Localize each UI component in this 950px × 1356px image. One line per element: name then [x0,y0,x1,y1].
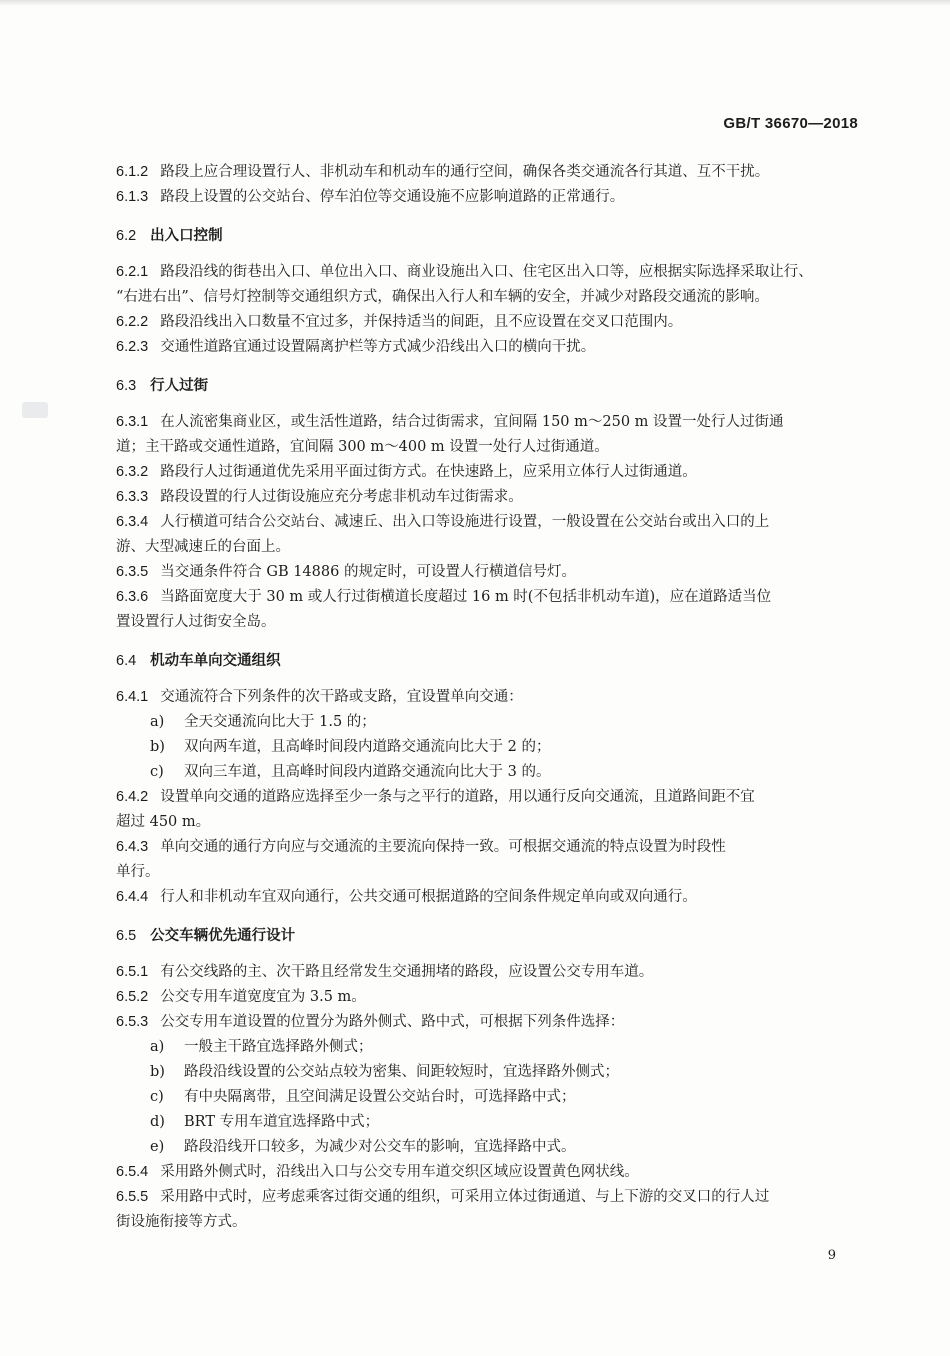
clause-paragraph [116,1010,860,1035]
clause-number: 6.4 [116,653,137,669]
paragraph-continuation [116,435,860,460]
clause-number: 6.4.3 [116,839,149,855]
section-heading [116,650,860,672]
clause-text: 路段沿线的街巷出入口、单位出入口、商业设施出入口、住宅区出入口等，应根据实际选择采取让行、 [160,264,813,280]
clause-text: 公交车辆优先通行设计 [150,928,296,944]
clause-text: 路段沿线开口较多，为减少对公交车的影响，宜选择路中式。 [184,1139,576,1155]
page-number: 9 [827,1248,836,1263]
clause-paragraph [116,185,860,210]
clause-number: 6.5 [116,928,137,944]
list-item [116,1110,860,1135]
paragraph-continuation [116,860,860,885]
list-marker: c) [150,1089,164,1105]
clause-number: 6.3.1 [116,414,149,430]
clause-paragraph [116,260,860,285]
clause-paragraph [116,510,860,535]
clause-text: 街设施衔接等方式。 [116,1214,247,1230]
list-item [116,1035,860,1060]
clause-number: 6.4.4 [116,889,149,905]
standard-code: GB/T 36670—2018 [723,115,858,132]
document-body [116,160,860,1235]
clause-number: 6.4.1 [116,689,149,705]
clause-text: 路段设置的行人过街设施应充分考虑非机动车过街需求。 [160,489,523,505]
clause-number: 6.5.5 [116,1189,149,1205]
clause-paragraph [116,1160,860,1185]
list-marker: d) [150,1114,165,1130]
section-heading [116,375,860,397]
clause-paragraph [116,310,860,335]
clause-paragraph [116,960,860,985]
clause-text: 置设置行人过街安全岛。 [116,614,276,630]
clause-text: 路段上应合理设置行人、非机动车和机动车的通行空间，确保各类交通流各行其道、互不干扰。 [160,164,770,180]
clause-text: 双向两车道，且高峰时间段内道路交通流向比大于 2 的； [184,739,551,755]
clause-text: 路段行人过街通道优先采用平面过街方式。在快速路上，应采用立体行人过街通道。 [160,464,697,480]
clause-text: 路段沿线出入口数量不宜过多，并保持适当的间距，且不应设置在交叉口范围内。 [160,314,683,330]
clause-number: 6.5.4 [116,1164,149,1180]
list-item [116,710,860,735]
clause-paragraph [116,585,860,610]
page-top-edge [0,0,950,6]
clause-text: 双向三车道，且高峰时间段内道路交通流向比大于 3 的。 [184,764,551,780]
clause-number: 6.2.2 [116,314,149,330]
list-marker: e) [150,1139,165,1155]
paragraph-continuation [116,535,860,560]
clause-text: 路段上设置的公交站台、停车泊位等交通设施不应影响道路的正常通行。 [160,189,625,205]
clause-number: 6.3.5 [116,564,149,580]
section-heading [116,925,860,947]
clause-text: 人行横道可结合公交站台、减速丘、出入口等设施进行设置，一般设置在公交站台或出入口的上 [160,514,770,530]
clause-number: 6.2.1 [116,264,149,280]
clause-text: 采用路外侧式时，沿线出入口与公交专用车道交织区域应设置黄色网状线。 [160,1164,639,1180]
list-marker: b) [150,739,165,755]
clause-number: 6.4.2 [116,789,149,805]
paragraph-continuation [116,285,860,310]
clause-paragraph [116,685,860,710]
clause-paragraph [116,335,860,360]
list-marker: c) [150,764,164,780]
clause-paragraph [116,560,860,585]
clause-text: 在人流密集商业区，或生活性道路，结合过街需求，宜间隔 150 m～250 m 设置一处行人过街通 [160,414,784,430]
margin-mark [22,402,48,418]
clause-text: BRT 专用车道宜选择路中式； [184,1114,380,1130]
list-item [116,1085,860,1110]
clause-text: 当路面宽度大于 30 m 或人行过街横道长度超过 16 m 时(不包括非机动车道)，应在道路适当位 [160,589,772,605]
list-marker: a) [150,1039,165,1055]
clause-text: 单向交通的通行方向应与交通流的主要流向保持一致。可根据交通流的特点设置为时段性 [160,839,726,855]
clause-number: 6.3.4 [116,514,149,530]
clause-text: 全天交通流向比大于 1.5 的； [184,714,376,730]
clause-text: 路段沿线设置的公交站点较为密集、间距较短时，宜选择路外侧式； [184,1064,619,1080]
clause-number: 6.2.3 [116,339,149,355]
clause-text: 机动车单向交通组织 [150,653,281,669]
clause-text: 有公交线路的主、次干路且经常发生交通拥堵的路段，应设置公交专用车道。 [160,964,654,980]
clause-paragraph [116,460,860,485]
clause-text: 公交专用车道宽度宜为 3.5 m。 [160,989,366,1005]
section-heading [116,225,860,247]
paragraph-continuation [116,610,860,635]
clause-text: 单行。 [116,864,160,880]
list-item [116,760,860,785]
clause-paragraph [116,835,860,860]
clause-text: 游、大型减速丘的台面上。 [116,539,290,555]
clause-number: 6.5.2 [116,989,149,1005]
clause-text: 出入口控制 [150,228,223,244]
clause-paragraph [116,985,860,1010]
clause-paragraph [116,485,860,510]
paragraph-continuation [116,810,860,835]
clause-paragraph [116,410,860,435]
paragraph-continuation [116,1210,860,1235]
clause-paragraph [116,885,860,910]
clause-number: 6.2 [116,228,137,244]
clause-number: 6.5.3 [116,1014,149,1030]
list-marker: b) [150,1064,165,1080]
clause-paragraph [116,785,860,810]
clause-number: 6.1.3 [116,189,149,205]
clause-text: 采用路中式时，应考虑乘客过街交通的组织，可采用立体过街通道、与上下游的交叉口的行人过 [160,1189,770,1205]
clause-text: 道；主干路或交通性道路，宜间隔 300 m～400 m 设置一处行人过街通道。 [116,439,609,455]
clause-text: 交通流符合下列条件的次干路或支路，宜设置单向交通： [160,689,523,705]
clause-text: 超过 450 m。 [116,814,211,830]
clause-text: “右进右出”、信号灯控制等交通组织方式，确保出入行人和车辆的安全，并减少对路段交通流的影响。 [116,289,769,305]
clause-text: 交通性道路宜通过设置隔离护栏等方式减少沿线出入口的横向干扰。 [160,339,596,355]
clause-number: 6.1.2 [116,164,149,180]
list-marker: a) [150,714,165,730]
clause-text: 有中央隔离带，且空间满足设置公交站台时，可选择路中式； [184,1089,576,1105]
clause-text: 公交专用车道设置的位置分为路外侧式、路中式，可根据下列条件选择： [160,1014,625,1030]
clause-text: 行人和非机动车宜双向通行，公共交通可根据道路的空间条件规定单向或双向通行。 [160,889,697,905]
clause-number: 6.3.2 [116,464,149,480]
clause-number: 6.3.3 [116,489,149,505]
list-item [116,1060,860,1085]
clause-number: 6.3 [116,378,137,394]
clause-text: 行人过街 [150,378,209,394]
clause-text: 一般主干路宜选择路外侧式； [184,1039,373,1055]
clause-paragraph [116,1185,860,1210]
clause-number: 6.5.1 [116,964,149,980]
clause-paragraph [116,160,860,185]
clause-text: 当交通条件符合 GB 14886 的规定时，可设置人行横道信号灯。 [160,564,576,580]
clause-text: 设置单向交通的道路应选择至少一条与之平行的道路，用以通行反向交通流，且道路间距不宜 [160,789,755,805]
list-item [116,1135,860,1160]
list-item [116,735,860,760]
clause-number: 6.3.6 [116,589,149,605]
